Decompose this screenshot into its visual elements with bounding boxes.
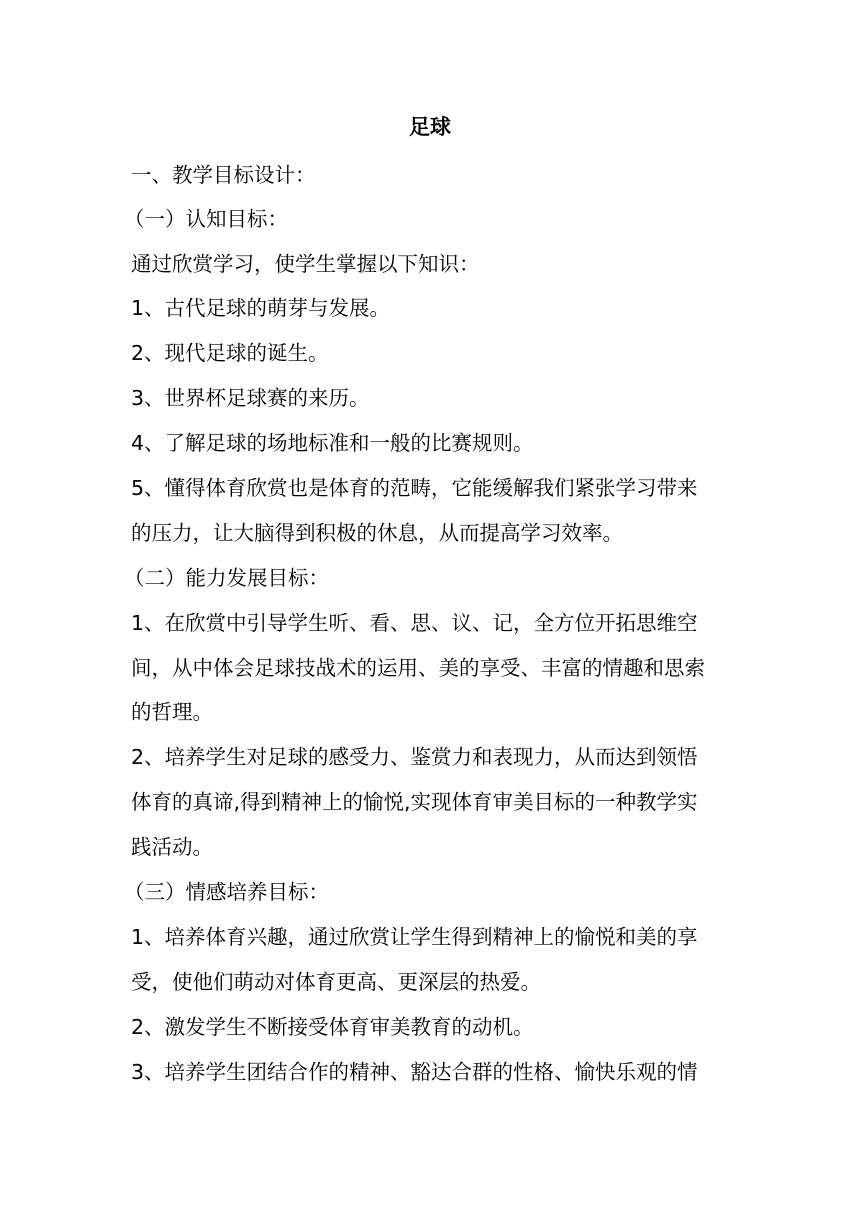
section-heading-teaching-goals: 一、教学目标设计： [131,163,316,187]
list-item-line: 3、培养学生团结合作的精神、豁达合群的性格、愉快乐观的情 [131,1060,698,1084]
list-item-line: 1、古代足球的萌芽与发展。 [131,296,391,320]
list-item-continuation: 体育的真谛,得到精神上的愉悦,实现体育审美目标的一种教学实 [131,790,698,814]
list-item-line: 2、现代足球的诞生。 [131,341,329,365]
subsection-heading-ability: （二）能力发展目标： [124,566,329,590]
list-item-continuation: 受，使他们萌动对体育更高、更深层的热爱。 [131,970,541,994]
list-item-line: 2、培养学生对足球的感受力、鉴赏力和表现力，从而达到领悟 [131,745,698,769]
document-title: 足球 [409,115,451,139]
list-item-continuation: 的哲理。 [131,700,213,724]
subsection-heading-emotion: （三）情感培养目标： [124,880,329,904]
list-item-line: 1、在欣赏中引导学生听、看、思、议、记，全方位开拓思维空 [131,611,698,635]
list-item-continuation: 践活动。 [131,835,213,859]
list-item-continuation: 间，从中体会足球技战术的运用、美的享受、丰富的情趣和思索 [131,656,705,680]
list-item-line: 2、激发学生不断接受体育审美教育的动机。 [131,1015,534,1039]
list-item-line: 1、培养体育兴趣，通过欣赏让学生得到精神上的愉悦和美的享 [131,925,698,949]
list-item-continuation: 的压力，让大脑得到积极的休息，从而提高学习效率。 [131,521,623,545]
list-item-line: 3、世界杯足球赛的来历。 [131,386,370,410]
subsection-heading-cognitive: （一）认知目标： [124,207,288,231]
list-item-line: 4、了解足球的场地标准和一般的比赛规则。 [131,431,534,455]
list-item-line: 5、懂得体育欣赏也是体育的范畴，它能缓解我们紧张学习带来 [131,476,698,500]
paragraph-line: 通过欣赏学习，使学生掌握以下知识： [131,252,480,276]
